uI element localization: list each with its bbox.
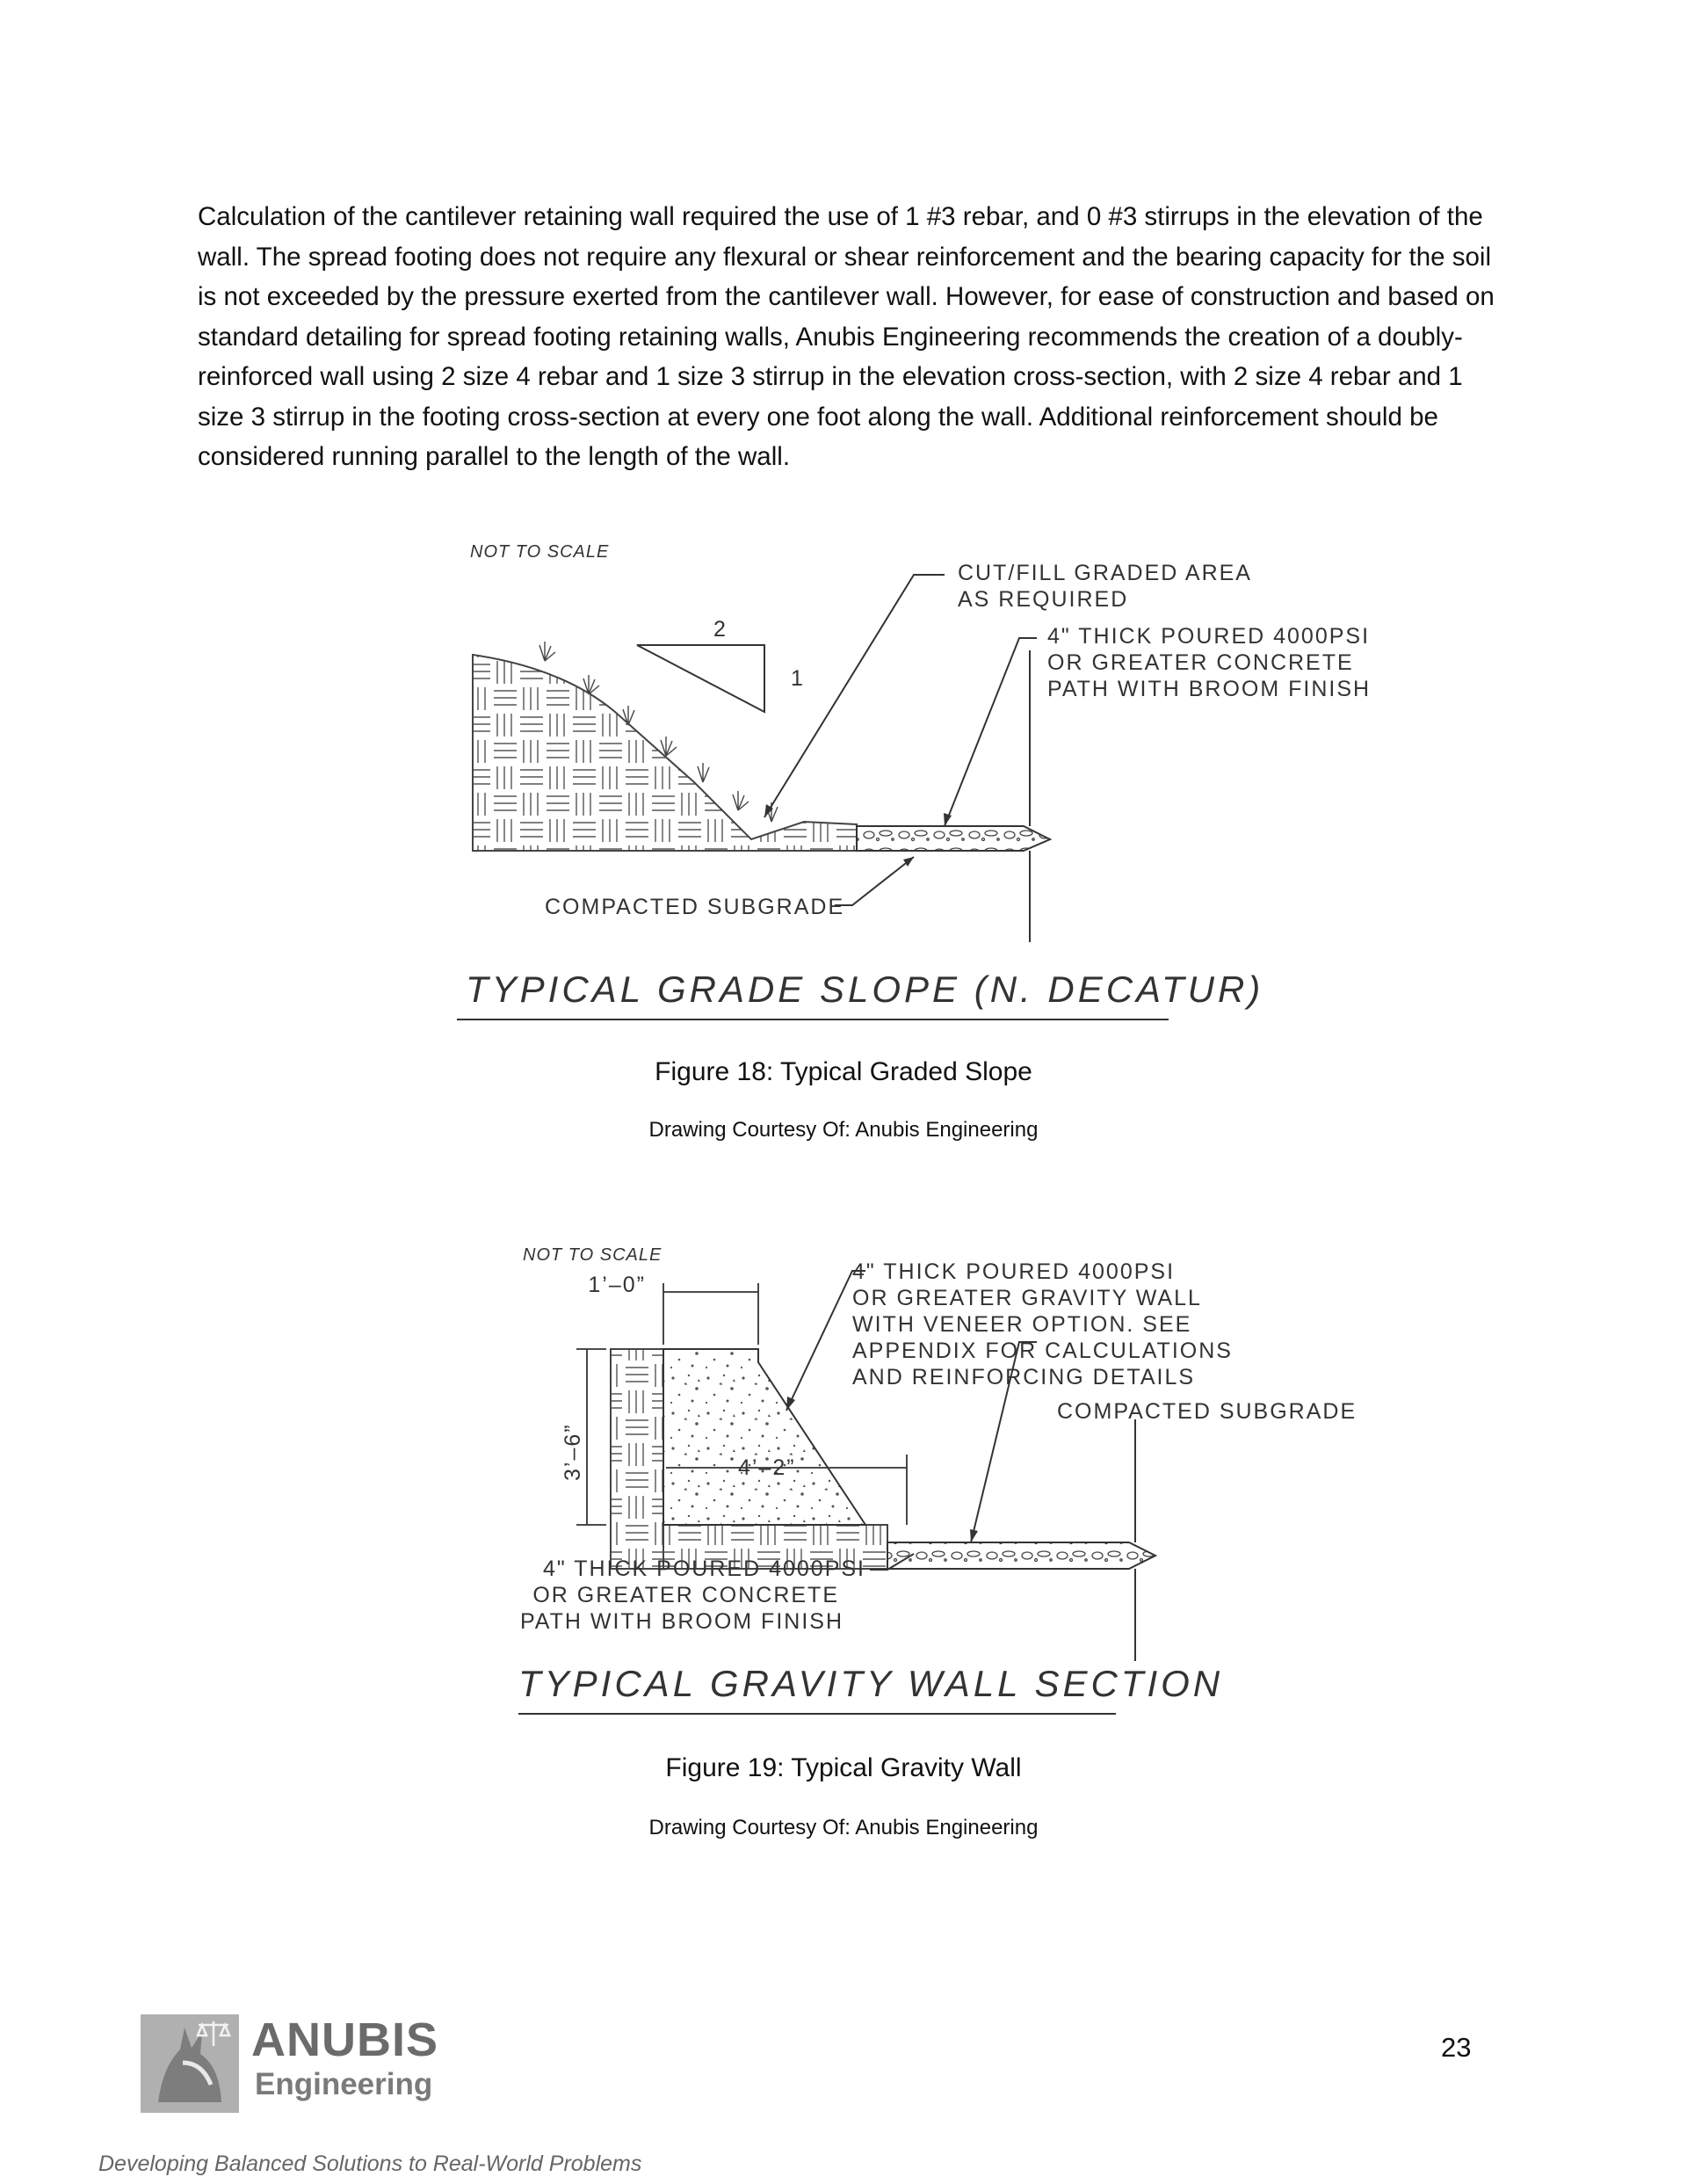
figure-18-credit: Drawing Courtesy Of: Anubis Engineering [648,1118,1039,1142]
fig18-scale-note: NOT TO SCALE [470,542,610,562]
fig19-label-wall-5: AND REINFORCING DETAILS [852,1365,1196,1389]
logo-subtitle: Engineering [255,2067,433,2101]
fig18-label-path-3: PATH WITH BROOM FINISH [1047,677,1372,701]
fig19-label-path-3: PATH WITH BROOM FINISH [519,1609,844,1634]
logo-name: ANUBIS [251,2013,439,2066]
fig19-label-wall-3: WITH VENEER OPTION. SEE [852,1312,1192,1337]
fig18-label-path-2: OR GREATER CONCRETE [1047,650,1354,675]
fig19-dim-height: 3’–6” [561,1423,585,1481]
concrete-path [887,1542,1155,1569]
fig19-scale-note: NOT TO SCALE [523,1245,662,1265]
slope-ratio-triangle [637,645,764,712]
figure-18-caption: Figure 18: Typical Graded Slope [655,1057,1032,1086]
fig19-label-wall-1: 4" THICK POURED 4000PSI [852,1259,1176,1284]
fig18-slope-rise: 1 [791,666,805,691]
figure-18-drawing [439,527,1450,1037]
footer-tagline: Developing Balanced Solutions to Real-World Problems [98,2151,642,2176]
figure-19-caption: Figure 19: Typical Gravity Wall [665,1753,1022,1782]
figure-19-credit: Drawing Courtesy Of: Anubis Engineering [648,1816,1039,1839]
fig18-leaders [764,575,1037,905]
fig18-label-cut-fill-2: AS REQUIRED [958,587,1129,612]
fig19-label-path-1: 4" THICK POURED 4000PSI [542,1556,865,1581]
fig19-drawing-title: TYPICAL GRAVITY WALL SECTION [518,1663,1224,1704]
figure-19-drawing [492,1230,1415,1731]
fig18-drawing-title: TYPICAL GRADE SLOPE (N. DECATUR) [466,969,1264,1010]
fig19-dim-top: 1’–0” [588,1273,646,1297]
fig19-label-wall-2: OR GREATER GRAVITY WALL [852,1286,1202,1310]
fig18-label-cut-fill-1: CUT/FILL GRADED AREA [958,561,1252,585]
concrete-path [857,826,1050,851]
fig19-label-path-2: OR GREATER CONCRETE [532,1583,839,1607]
body-paragraph: Calculation of the cantilever retaining wall required the use of 1 #3 rebar, and 0 #3 stirrups in the elevation of the wall. The spread footing does not require any flexural or shear reinforcement and the bearing capacity for the soil is not exceeded by the pressure exerted from the cantilever wall. However, for ease of construction and based on standard detailing for spread footing retaining walls, Anubis Engineering recommends the creation of a doubly-reinforced wall using 2 size 4 rebar and 1 size 3 stirrup in the elevation cross-section, with 2 size 4 rebar and 1 size 3 stirrup in the footing cross-section at every one foot along the wall. Additional reinforcement should be considered running parallel to the length of the wall. [198,202,1495,471]
page-number: 23 [1441,2032,1472,2063]
fig18-label-path-1: 4" THICK POURED 4000PSI [1047,624,1371,649]
fig18-slope-run: 2 [713,617,728,642]
fig18-label-subgrade: COMPACTED SUBGRADE [545,895,845,919]
anubis-logo [141,2014,510,2120]
fig19-label-subgrade: COMPACTED SUBGRADE [1057,1399,1358,1424]
gravity-wall [663,1349,865,1525]
fig19-label-wall-4: APPENDIX FOR CALCULATIONS [852,1339,1233,1363]
fig19-dim-base: 4’–2” [738,1455,796,1480]
anubis-head-icon [141,2014,239,2113]
